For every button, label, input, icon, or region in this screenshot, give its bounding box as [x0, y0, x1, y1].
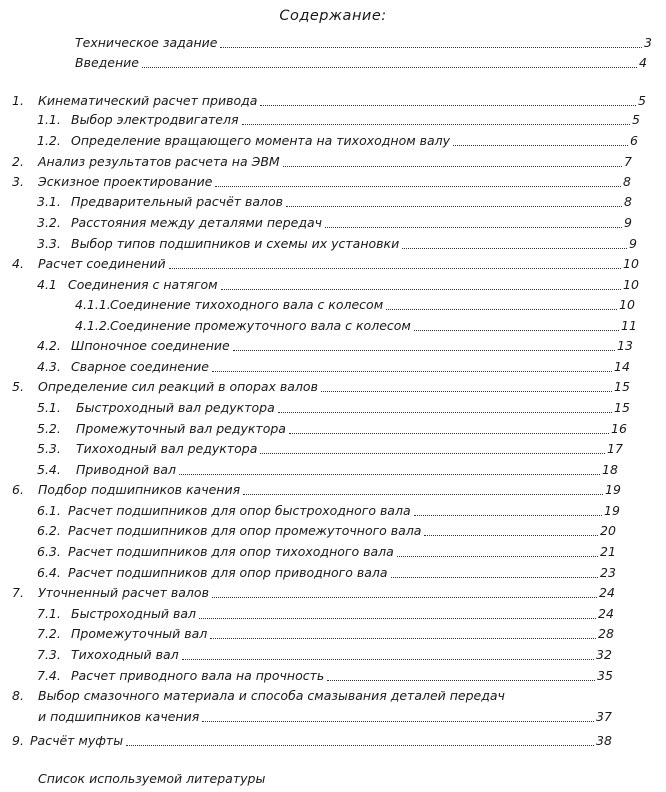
toc-entry-title: Расчет подшипников для опор промежуточного вала [68, 523, 422, 538]
dot-leader [414, 330, 619, 331]
dot-leader [283, 166, 622, 167]
toc-entry-number: 3.1. [37, 194, 61, 209]
dot-leader [210, 638, 596, 639]
toc-entry[interactable] [0, 337, 666, 354]
toc-entry[interactable] [0, 34, 666, 51]
toc-entry[interactable] [0, 54, 666, 71]
toc-entry[interactable] [0, 420, 666, 437]
toc-entry-title: Эскизное проектирование [38, 174, 213, 189]
dot-leader [126, 745, 594, 746]
toc-entry[interactable] [0, 564, 666, 581]
toc-entry-title: Приводной вал [76, 462, 177, 477]
toc-entry-title: Предварительный расчёт валов [71, 194, 284, 209]
toc-entry-page-number: 17 [607, 441, 623, 456]
dot-leader [242, 124, 630, 125]
toc-entry-title: Тихоходный вал редуктора [76, 441, 258, 456]
dot-leader [169, 268, 621, 269]
toc-entry-page-number: 35 [597, 668, 613, 683]
toc-entry-number: 5.3. [37, 441, 61, 456]
toc-entry[interactable] [0, 732, 666, 749]
toc-entry-title: Расчет подшипников для опор быстроходного вала [68, 503, 411, 518]
toc-entry[interactable] [0, 481, 666, 498]
toc-entry[interactable] [0, 502, 666, 519]
toc-entry[interactable] [0, 378, 666, 395]
toc-entry-title: Расчет соединений [38, 256, 166, 271]
dot-leader [220, 47, 642, 48]
toc-entry-number: 5.2. [37, 421, 61, 436]
toc-entry-page-number: 6 [630, 133, 638, 148]
toc-entry[interactable] [0, 111, 666, 128]
toc-entry-page-number: 8 [624, 194, 632, 209]
toc-entry[interactable] [0, 708, 666, 725]
toc-entry-title: Соединение тихоходного вала с колесом [110, 297, 384, 312]
toc-entry-page-number: 7 [624, 154, 632, 169]
toc-entry[interactable] [0, 296, 666, 313]
toc-entry-number: 6.2. [37, 523, 61, 538]
dot-leader [321, 391, 612, 392]
toc-entry[interactable] [0, 132, 666, 149]
toc-entry-page-number: 11 [621, 318, 637, 333]
toc-entry-title: Быстроходный вал редуктора [76, 400, 275, 415]
toc-entry-page-number: 5 [638, 93, 646, 108]
toc-entry-number: 4.3. [37, 359, 61, 374]
toc-entry-title: Расчет подшипников для опор приводного вала [68, 565, 388, 580]
toc-entry-number: 5. [12, 379, 24, 394]
toc-entry[interactable] [0, 543, 666, 560]
dot-leader [453, 145, 628, 146]
toc-entry-title: Подбор подшипников качения [38, 482, 241, 497]
toc-entry-number: 5.1. [37, 400, 61, 415]
toc-entry[interactable] [0, 667, 666, 684]
toc-entry-number: 4.1.1. [75, 297, 111, 312]
toc-entry-title: Расчет подшипников для опор тихоходного вала [68, 544, 394, 559]
toc-entry-title: Тихоходный вал [71, 647, 179, 662]
toc-entry-page-number: 13 [617, 338, 633, 353]
toc-entry-page-number: 10 [619, 297, 635, 312]
toc-entry-number: 9. [12, 733, 24, 748]
toc-entry-page-number: 15 [614, 400, 630, 415]
toc-entry-number: 6.1. [37, 503, 61, 518]
toc-entry[interactable] [0, 358, 666, 375]
toc-entry-title: Уточненный расчет валов [38, 585, 209, 600]
toc-entry[interactable] [0, 214, 666, 231]
toc-entry[interactable] [0, 522, 666, 539]
toc-entry[interactable] [0, 173, 666, 190]
dot-leader [386, 309, 617, 310]
dot-leader [289, 433, 609, 434]
toc-entry-number: 3.3. [37, 236, 61, 251]
toc-entry[interactable] [0, 584, 666, 601]
dot-leader [212, 371, 612, 372]
toc-entry[interactable] [0, 153, 666, 170]
toc-entry-title: Соединение промежуточного вала с колесом [110, 318, 411, 333]
toc-entry-number: 7.2. [37, 626, 61, 641]
toc-entry[interactable] [0, 276, 666, 293]
toc-entry-page-number: 37 [596, 709, 612, 724]
dot-leader [179, 474, 600, 475]
toc-entry[interactable] [0, 605, 666, 622]
toc-entry-page-number: 38 [596, 733, 612, 748]
toc-entry-title: Быстроходный вал [71, 606, 197, 621]
dot-leader [260, 453, 605, 454]
toc-entry[interactable] [0, 317, 666, 334]
toc-entry[interactable] [0, 646, 666, 663]
toc-entry-page-number: 18 [602, 462, 618, 477]
toc-entry[interactable] [0, 92, 666, 109]
toc-entry-number: 7.3. [37, 647, 61, 662]
toc-entry-title: Расчёт муфты [30, 733, 124, 748]
toc-entry-page-number: 21 [600, 544, 616, 559]
dot-leader [414, 515, 602, 516]
toc-entry-title: Кинематический расчет привода [38, 93, 258, 108]
toc-entry-page-number: 24 [598, 606, 614, 621]
toc-entry-title: Сварное соединение [71, 359, 210, 374]
toc-entry-title: Шпоночное соединение [71, 338, 230, 353]
dot-leader [402, 248, 627, 249]
toc-entry-page-number: 15 [614, 379, 630, 394]
dot-leader [325, 227, 622, 228]
toc-entry-title: Анализ результатов расчета на ЭВМ [38, 154, 280, 169]
toc-entry-title: Выбор типов подшипников и схемы их установки [71, 236, 400, 251]
toc-entry[interactable] [0, 235, 666, 252]
dot-leader [233, 350, 615, 351]
dot-leader [142, 67, 637, 68]
toc-entry-title: Техническое задание [75, 35, 218, 50]
toc-entry-page-number: 28 [598, 626, 614, 641]
toc-entry-title: Расстояния между деталями передач [71, 215, 323, 230]
toc-entry-page-number: 9 [624, 215, 632, 230]
toc-entry-number: 6.3. [37, 544, 61, 559]
dot-leader [212, 597, 597, 598]
toc-entry-title: Промежуточный вал [71, 626, 208, 641]
toc-entry-number: 5.4. [37, 462, 61, 477]
toc-entry-page-number: 14 [614, 359, 630, 374]
toc-entry-number: 7.4. [37, 668, 61, 683]
toc-entry[interactable] [0, 440, 666, 457]
toc-entry-title: Выбор смазочного материала и способа смазывания деталей передач [38, 688, 505, 703]
toc-entry-number: 4. [12, 256, 24, 271]
toc-entry-page-number: 16 [611, 421, 627, 436]
toc-entry[interactable] [0, 399, 666, 416]
dot-leader [327, 680, 595, 681]
dot-leader [391, 577, 598, 578]
toc-entry-title: и подшипников качения [38, 709, 200, 724]
dot-leader [202, 721, 594, 722]
dot-leader [397, 556, 598, 557]
dot-leader [424, 535, 598, 536]
toc-entry[interactable] [0, 461, 666, 478]
toc-entry-title: Соединения с натягом [68, 277, 218, 292]
toc-entry-number: 7.1. [37, 606, 61, 621]
toc-entry-page-number: 10 [623, 277, 639, 292]
toc-entry-title: Выбор электродвигателя [71, 112, 239, 127]
dot-leader [286, 206, 622, 207]
toc-entry-page-number: 19 [605, 482, 621, 497]
toc-entry-number: 4.1.2. [75, 318, 111, 333]
dot-leader [243, 494, 603, 495]
toc-entry-page-number: 4 [639, 55, 647, 70]
dot-leader [215, 186, 621, 187]
toc-entry[interactable] [0, 193, 666, 210]
toc-entry-page-number: 32 [596, 647, 612, 662]
bibliography-heading: Список используемой литературы [38, 771, 266, 786]
toc-entry-number: 1.1. [37, 112, 61, 127]
toc-title: Содержание: [279, 8, 387, 24]
toc-entry-number: 8. [12, 688, 24, 703]
toc-entry-title: Введение [75, 55, 139, 70]
toc-entry-page-number: 9 [629, 236, 637, 251]
toc-entry-number: 6.4. [37, 565, 61, 580]
toc-entry-title: Определение вращающего момента на тихоходном валу [71, 133, 451, 148]
toc-entry-number: 3. [12, 174, 24, 189]
dot-leader [260, 105, 636, 106]
toc-entry-number: 1. [12, 93, 24, 108]
dot-leader [199, 618, 596, 619]
toc-entry-number: 2. [12, 154, 24, 169]
toc-entry-title: Расчет приводного вала на прочность [71, 668, 325, 683]
toc-entry-number: 3.2. [37, 215, 61, 230]
toc-entry-number: 4.1 [37, 277, 57, 292]
toc-entry-title: Промежуточный вал редуктора [76, 421, 286, 436]
toc-entry-page-number: 10 [623, 256, 639, 271]
toc-entry[interactable] [0, 255, 666, 272]
dot-leader [221, 289, 621, 290]
toc-entry-page-number: 23 [600, 565, 616, 580]
toc-entry-page-number: 3 [644, 35, 652, 50]
toc-entry-title: Определение сил реакций в опорах валов [38, 379, 318, 394]
toc-entry-number: 7. [12, 585, 24, 600]
dot-leader [182, 659, 594, 660]
toc-entry-number: 1.2. [37, 133, 61, 148]
toc-entry[interactable] [0, 625, 666, 642]
toc-entry-page-number: 8 [623, 174, 631, 189]
toc-entry-page-number: 19 [604, 503, 620, 518]
toc-entry-number: 6. [12, 482, 24, 497]
toc-entry-page-number: 24 [599, 585, 615, 600]
dot-leader [278, 412, 612, 413]
toc-entry-page-number: 5 [632, 112, 640, 127]
toc-entry-page-number: 20 [600, 523, 616, 538]
toc-entry-number: 4.2. [37, 338, 61, 353]
toc-entry[interactable] [0, 687, 666, 704]
